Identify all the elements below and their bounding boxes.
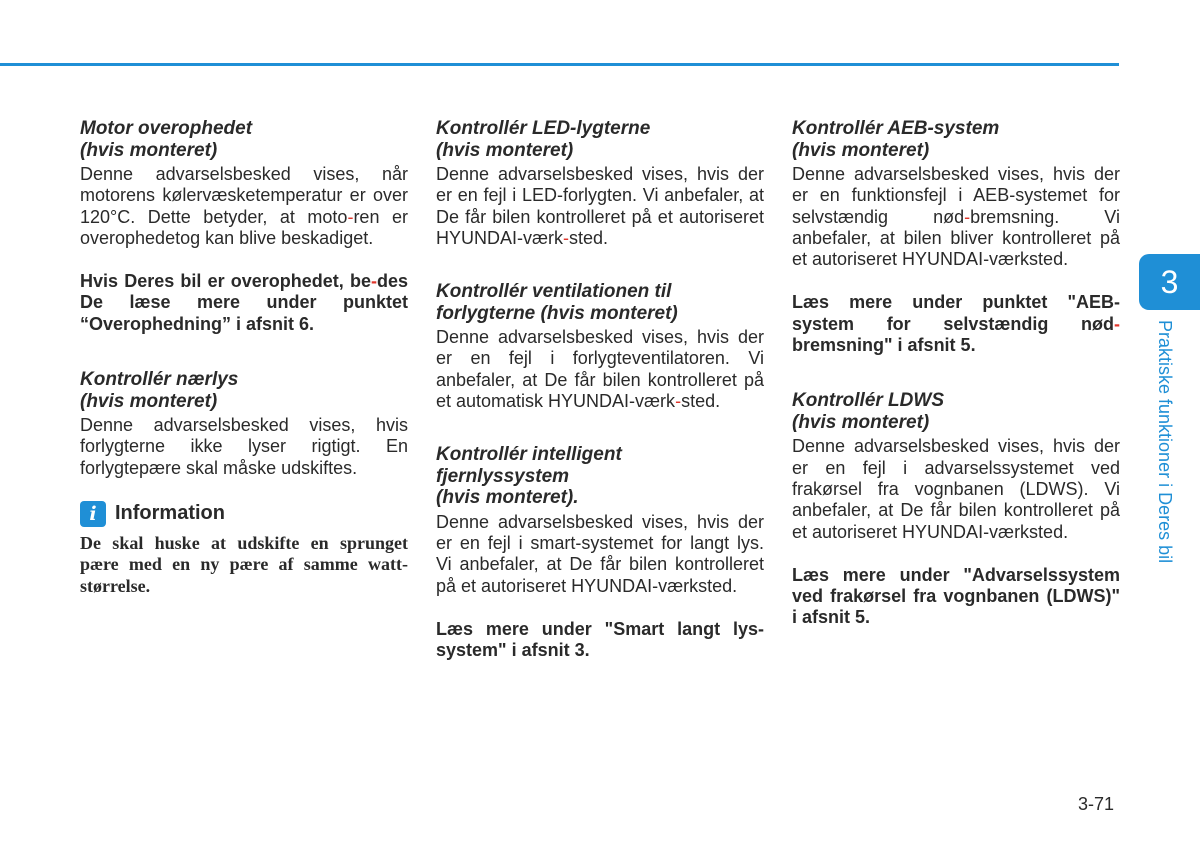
note-high-beam: [436, 619, 764, 662]
information-body: De skal huske at udskifte en sprunget pære med en ny pære af samme watt-størrelse.: [80, 532, 408, 596]
section-heading: Kontrollér intelligent fjernlyssystem (hvis monteret).: [436, 444, 622, 509]
section-heading: Kontrollér nærlys (hvis monteret): [80, 369, 239, 412]
chapter-tab: 3: [1139, 254, 1200, 310]
section-body: Denne advarselsbesked vises, hvis der er en funktionsfejl i AEB-systemet for selvstændig nød-bremsning. Vi anbefaler, at bilen bliver kontrolleret på et autoriseret HYUNDAI-værksted.: [792, 164, 1120, 270]
section-led-lamps: [436, 118, 764, 249]
section-body: Denne advarselsbesked vises, hvis der er en fejl i advarselssystemet ved frakørsel fra vognbanen (LDWS). Vi anbefaler, at De får bilen kontrolleret på et autoriseret HYUNDAI-værksted.: [792, 436, 1120, 542]
section-body: Denne advarselsbesked vises, hvis der er en fejl i LED-forlygten. Vi anbefaler, at De får bilen kontrolleret på et autoriseret HYUNDAI-værk-sted.: [436, 164, 764, 248]
section-intelligent-high-beam: [436, 444, 764, 597]
note-ldws: [792, 565, 1120, 629]
information-header: [80, 501, 408, 527]
note-engine-overheated: [80, 271, 408, 335]
bold-note: Læs mere under punktet "AEB-system for selvstændig nød-bremsning" i afsnit 5.: [792, 292, 1120, 356]
section-engine-overheated: [80, 118, 408, 249]
section-ldws: [792, 390, 1120, 542]
bold-note: Læs mere under "Smart langt lys-system" i afsnit 3.: [436, 619, 764, 661]
section-body: Denne advarselsbesked vises, hvis der er en fejl i smart-systemet for langt lys. Vi anbefaler, at De får bilen kontrolleret på et autoriseret HYUNDAI-værksted.: [436, 511, 764, 596]
note-aeb-system: [792, 292, 1120, 356]
section-headlamp-ventilation: [436, 281, 764, 412]
section-heading: Kontrollér ventilationen til forlygterne (hvis monteret): [436, 281, 678, 324]
column-left: [80, 118, 408, 619]
info-icon: i: [80, 501, 106, 527]
column-right: [792, 118, 1120, 651]
page-number: 3-71: [1078, 794, 1115, 814]
section-body: Denne advarselsbesked vises, hvis forlygterne ikke lyser rigtigt. En forlygtepære skal måske udskiftes.: [80, 415, 408, 478]
chapter-title: Praktiske funktioner i Deres bil: [1155, 320, 1175, 564]
bold-note: Læs mere under "Advarselssystem ved frakørsel fra vognbanen (LDWS)" i afsnit 5.: [792, 564, 1120, 628]
top-rule: [0, 63, 1119, 66]
section-heading: Kontrollér AEB-system (hvis monteret): [792, 118, 1000, 161]
information-box: [80, 501, 408, 598]
section-body: Denne advarselsbesked vises, hvis der er en fejl i forlygteventilatoren. Vi anbefaler, at De får bilen kontrolleret på et automatisk HYUNDAI-værk-sted.: [436, 327, 764, 412]
section-heading: Kontrollér LDWS (hvis monteret): [792, 390, 944, 433]
section-heading: Motor overophedet (hvis monteret): [80, 118, 253, 161]
section-body: Denne advarselsbesked vises, når motorens kølervæsketemperatur er over 120°C. Dette betyder, at moto-ren er overophedetog kan blive beskadiget.: [80, 164, 408, 248]
section-heading: Kontrollér LED-lygterne (hvis monteret): [436, 118, 651, 161]
information-title: Information: [115, 502, 225, 525]
section-aeb-system: [792, 118, 1120, 270]
section-low-beam: [80, 369, 408, 479]
column-middle: [436, 118, 764, 684]
bold-note: Hvis Deres bil er overophedet, be-des De læse mere under punktet “Overophedning” i afsnit 6.: [80, 271, 408, 334]
